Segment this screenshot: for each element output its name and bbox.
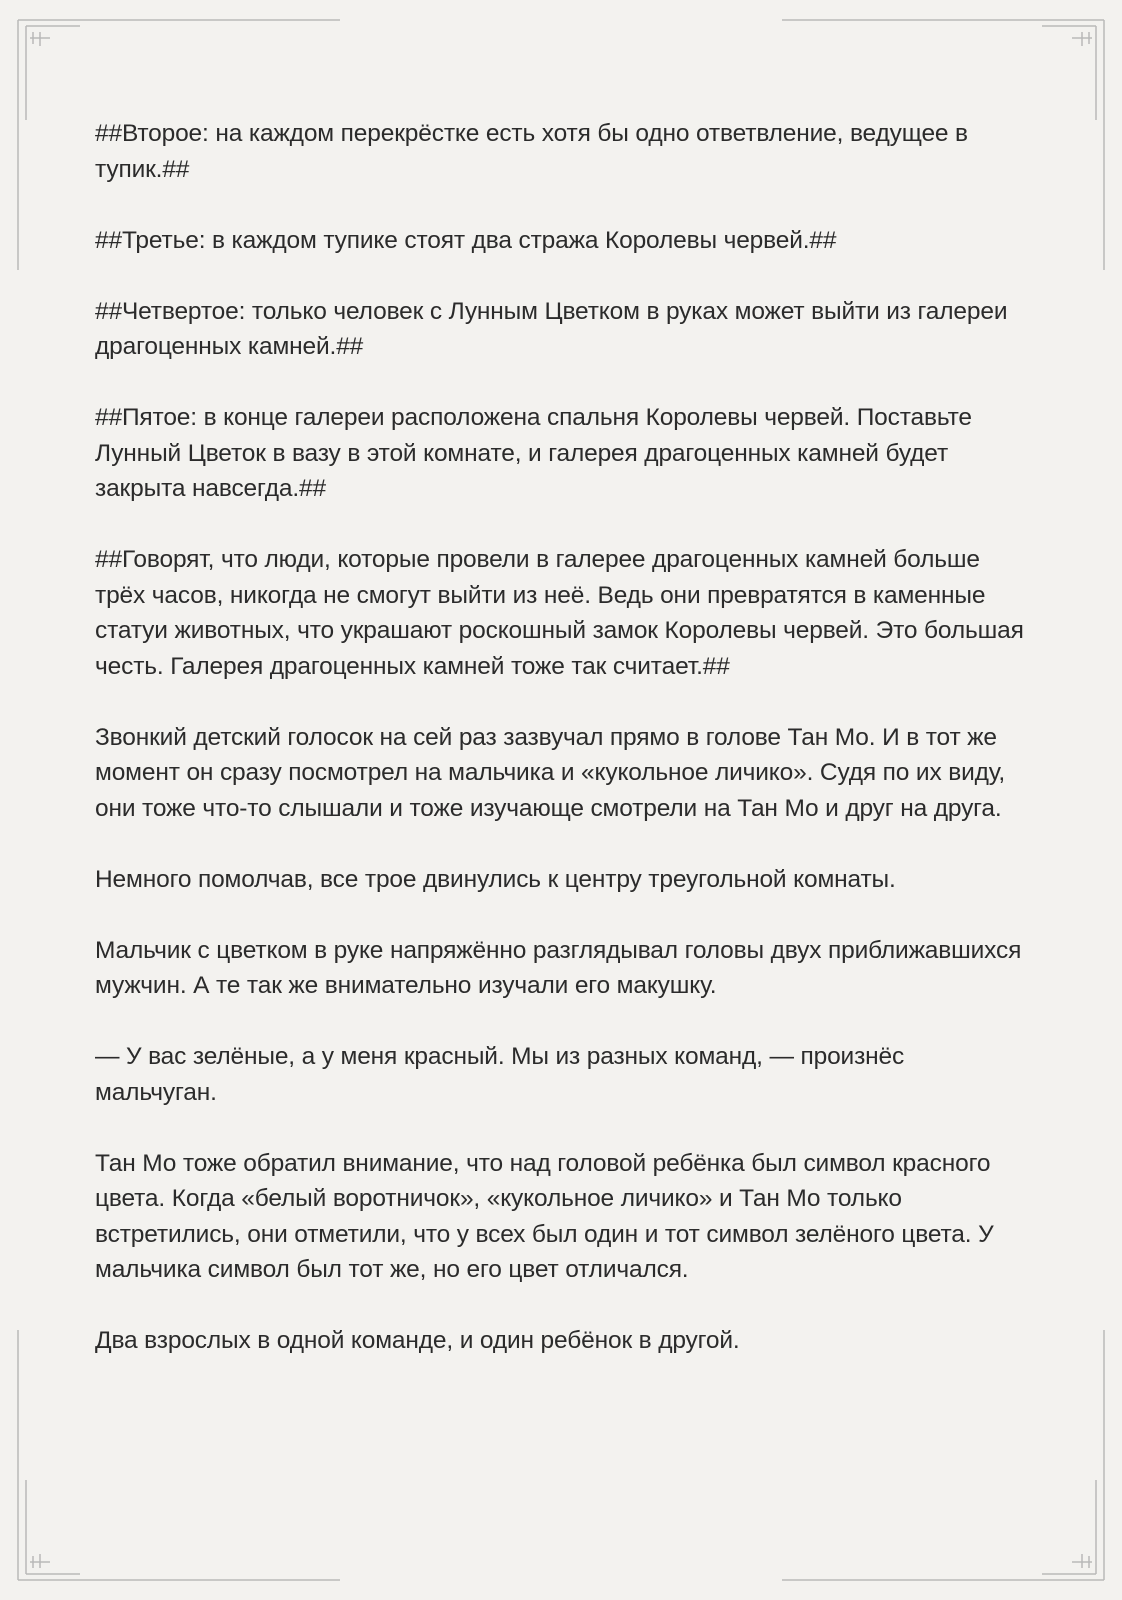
paragraph-rumor: ##Говорят, что люди, которые провели в галерее драгоценных камней больше трёх часов, никогда не смогут выйти из неё. Ведь они превратятся в каменные статуи животных, что украшают роскошный замок Королевы червей. Это большая честь. Галерея драгоценных камней тоже так считает.##: [95, 546, 1024, 680]
paragraph: Немного помолчав, все трое двинулись к центру треугольной комнаты.: [95, 865, 896, 893]
paragraph: Два взрослых в одной команде, и один ребёнок в другой.: [95, 1327, 740, 1354]
text-body: [95, 116, 1025, 1394]
paragraph: Звонкий детский голосок на сей раз зазвучал прямо в голове Тан Мо. И в тот же момент он сразу посмотрел на мальчика и «кукольное личико». Судя по их виду, они тоже что-то слышали и тоже изучающе смотрели на Тан Мо и друг на друга.: [95, 723, 1006, 822]
paragraph-rule-fourth: ##Четвертое: только человек с Лунным Цветком в руках может выйти из галереи драгоценных камней.##: [95, 297, 1008, 360]
paragraph-rule-second: ##Второе: на каждом перекрёстке есть хотя бы одно ответвление, ведущее в тупик.##: [95, 120, 968, 183]
paragraph-rule-third: ##Третье: в каждом тупике стоят два стража Королевы червей.##: [95, 226, 837, 254]
paragraph: Мальчик с цветком в руке напряжённо разглядывал головы двух приближавшихся мужчин. А те так же внимательно изучали его макушку.: [95, 936, 1022, 999]
paragraph-rule-fifth: ##Пятое: в конце галереи расположена спальня Королевы червей. Поставьте Лунный Цветок в вазу в этой комнате, и галерея драгоценных камней будет закрыта навсегда.##: [95, 404, 972, 502]
paragraph-dialogue: — У вас зелёные, а у меня красный. Мы из разных команд, — произнёс мальчуган.: [95, 1043, 905, 1106]
paragraph: Тан Мо тоже обратил внимание, что над головой ребёнка был символ красного цвета. Когда «белый воротничок», «кукольное личико» и Тан Мо только встретились, они отметили, что у всех был один и тот символ зелёного цвета. У мальчика символ был тот же, но его цвет отличался.: [95, 1149, 994, 1283]
